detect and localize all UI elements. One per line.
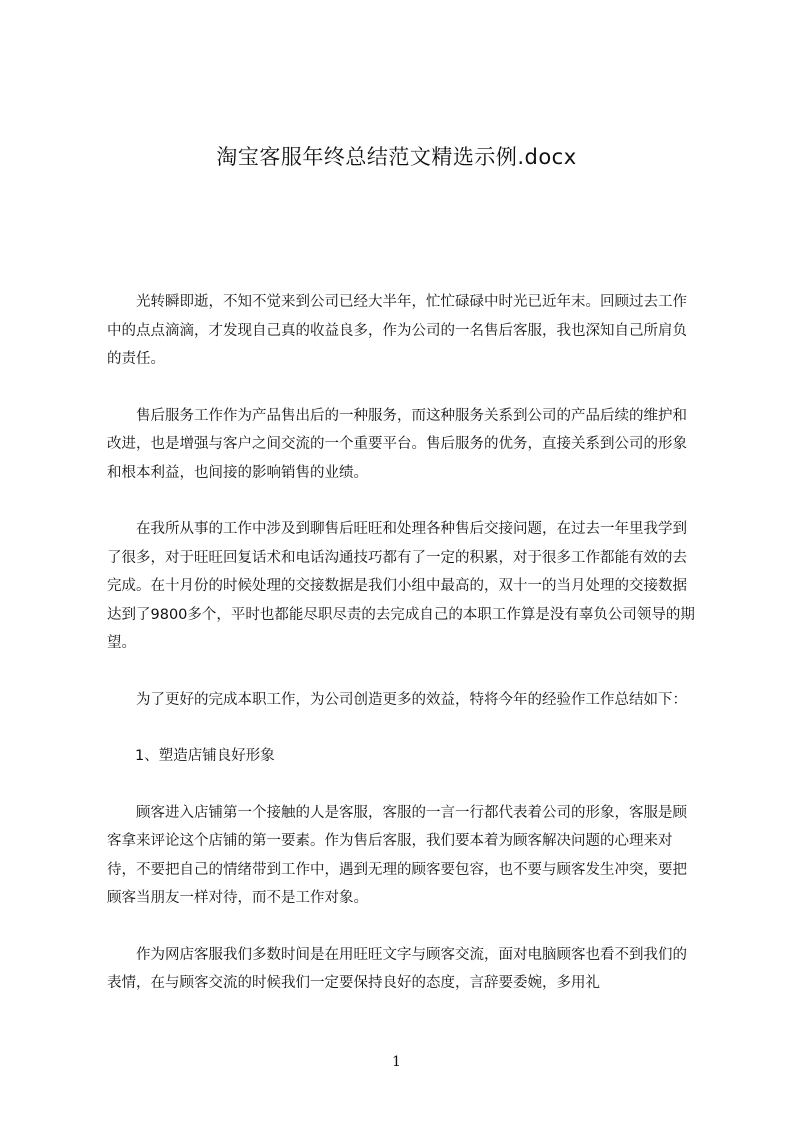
- document-title: 淘宝客服年终总结范文精选示例.docx: [216, 145, 577, 169]
- paragraph-2: 售后服务工作作为产品售出后的一种服务，而这种服务关系到公司的产品后续的维护和改进，也是增强与客户之间交流的一个重要平台。售后服务的优务，直接关系到公司的形象和根本利益，也间接的影响销售的业绩。: [107, 407, 687, 481]
- paragraph-1: 光转瞬即逝，不知不觉来到公司已经大半年，忙忙碌碌中时光已近年末。回顾过去工作中的点点滴滴，才发现自己真的收益良多，作为公司的一名售后客服，我也深知自己所肩负的责任。: [107, 294, 687, 367]
- paragraph-3: 在我所从事的工作中涉及到聊售后旺旺和处理各种售后交接问题，在过去一年里我学到了很多，对于旺旺回复话术和电话沟通技巧都有了一定的积累，对于很多工作都能有效的去完成。在十月份的时候处理的交接数据是我们小组中最高的，双十一的当月处理的交接数据达到了9800多个，平时也都能尽职尽责的去完成自己的本职工作算是没有辜负公司领导的期望。: [107, 521, 695, 651]
- paragraph-6: 作为网店客服我们多数时间是在用旺旺文字与顾客交流，面对电脑顾客也看不到我们的表情，在与顾客交流的时候我们一定要保持良好的态度，言辞要委婉，多用礼: [107, 946, 687, 991]
- document-body: [107, 288, 699, 1026]
- page-number: 1: [392, 1054, 401, 1070]
- section-heading: 1、塑造店铺良好形象: [135, 748, 275, 764]
- paragraph-4: 为了更好的完成本职工作，为公司创造更多的效益，特将今年的经验作工作总结如下：: [136, 691, 687, 708]
- paragraph-5: 顾客进入店铺第一个接触的人是客服，客服的一言一行都代表着公司的形象，客服是顾客拿来评论这个店铺的第一要素。作为售后客服，我们要本着为顾客解决问题的心理来对待，不要把自己的情绪带到工作中，遇到无理的顾客要包容，也不要与顾客发生冲突，要把顾客当朋友一样对待，而不是工作对象。: [107, 804, 687, 906]
